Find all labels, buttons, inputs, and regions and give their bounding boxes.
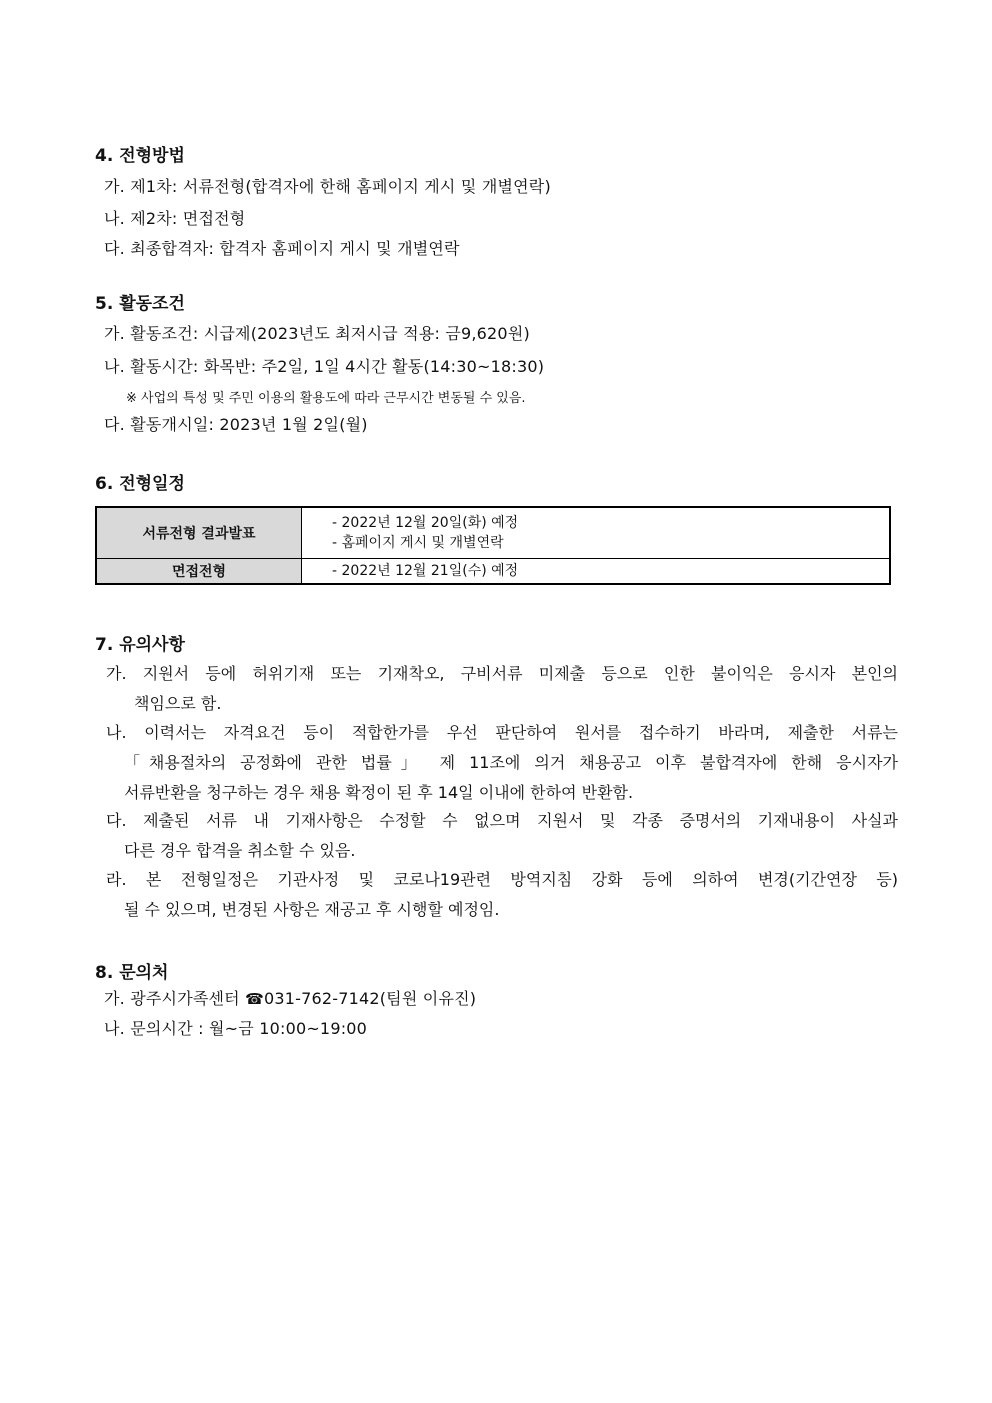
paragraph-line: 가. 지원서 등에 허위기재 또는 기재착오, 구비서류 미제출 등으로 인한 불이익은 응시자 본인의 — [106, 664, 898, 683]
section-8-item-na: 나. 문의시간 : 월~금 10:00~19:00 — [104, 1019, 368, 1038]
section-7-item-na — [106, 718, 898, 808]
section-7-item-ra — [106, 865, 898, 925]
paragraph-line: 「채용절차의 공정화에 관한 법률」 제 11조에 의거 채용공고 이후 불합격자에 한해 응시자가 — [124, 753, 898, 772]
section-5-item-na: 나. 활동시간: 화목반: 주2일, 1일 4시간 활동(14:30~18:30) — [104, 357, 545, 376]
paragraph-line: 다른 경우 합격을 취소할 수 있음. — [124, 841, 356, 860]
section-4-item-da: 다. 최종합격자: 합격자 홈페이지 게시 및 개별연락 — [104, 239, 460, 258]
section-4-item-na: 나. 제2차: 면접전형 — [104, 209, 246, 228]
section-4-title: 4. 전형방법 — [95, 146, 185, 166]
table-row — [96, 559, 890, 585]
table-header-cell: 면접전형 — [96, 559, 302, 585]
schedule-table — [95, 506, 891, 585]
section-5-title: 5. 활동조건 — [95, 294, 185, 314]
table-value-line: - 홈페이지 게시 및 개별연락 — [332, 535, 504, 551]
section-4-item-ga: 가. 제1차: 서류전형(합격자에 한해 홈페이지 게시 및 개별연락) — [104, 177, 551, 196]
section-7-item-ga — [106, 659, 898, 719]
section-5-note: ※ 사업의 특성 및 주민 이용의 활용도에 따라 근무시간 변동될 수 있음. — [126, 391, 526, 406]
paragraph-line: 라. 본 전형일정은 기관사정 및 코로나19관련 방역지침 강화 등에 의하여 변경(기간연장 등) — [106, 870, 898, 889]
contact-phone: 031-762-7142(팀원 이유진) — [264, 989, 477, 1008]
section-7-title: 7. 유의사항 — [95, 635, 185, 655]
table-value-cell — [302, 507, 891, 559]
contact-org: 가. 광주시가족센터 — [104, 989, 246, 1008]
table-value-line: - 2022년 12월 20일(화) 예정 — [332, 515, 519, 531]
phone-icon: ☎ — [245, 990, 264, 1008]
paragraph-line: 책임으로 함. — [134, 694, 222, 713]
section-5-item-ga: 가. 활동조건: 시급제(2023년도 최저시급 적용: 금9,620원) — [104, 324, 530, 343]
table-value-cell: - 2022년 12월 21일(수) 예정 — [302, 559, 891, 585]
section-7-item-da — [106, 806, 898, 866]
paragraph-line: 서류반환을 청구하는 경우 채용 확정이 된 후 14일 이내에 한하여 반환함. — [124, 783, 634, 802]
paragraph-line: 나. 이력서는 자격요건 등이 적합한가를 우선 판단하여 원서를 접수하기 바라며, 제출한 서류는 — [106, 723, 898, 742]
table-row — [96, 507, 890, 559]
table-header-cell: 서류전형 결과발표 — [96, 507, 302, 559]
section-8-item-ga — [104, 986, 476, 1009]
section-6-title: 6. 전형일정 — [95, 474, 185, 494]
section-5-item-da: 다. 활동개시일: 2023년 1월 2일(월) — [104, 415, 368, 434]
paragraph-line: 다. 제출된 서류 내 기재사항은 수정할 수 없으며 지원서 및 각종 증명서의 기재내용이 사실과 — [106, 811, 898, 830]
section-8-title: 8. 문의처 — [95, 963, 169, 983]
paragraph-line: 될 수 있으며, 변경된 사항은 재공고 후 시행할 예정임. — [124, 900, 500, 919]
